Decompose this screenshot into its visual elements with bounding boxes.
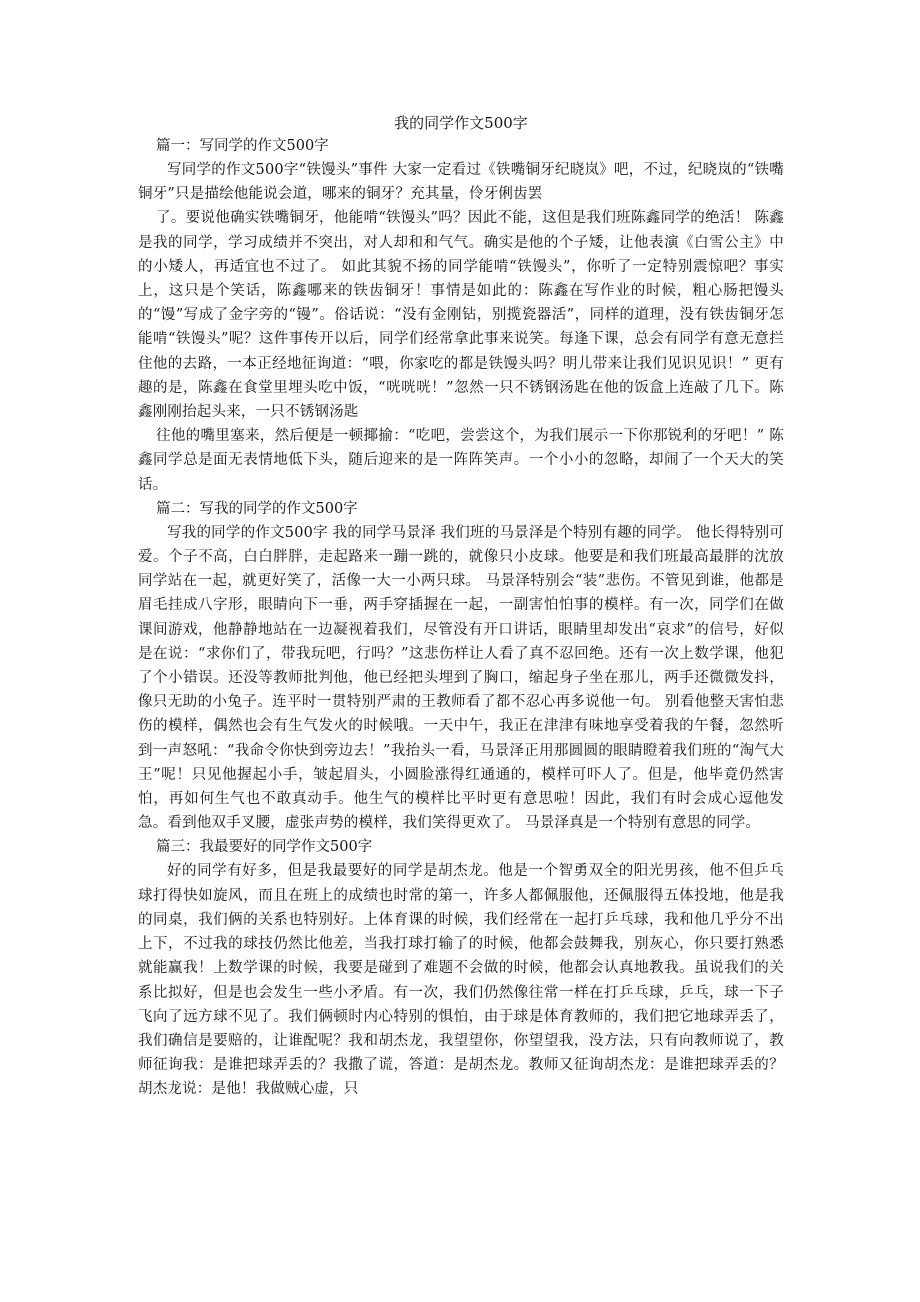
- paragraph: 好的同学有好多，但是我最要好的同学是胡杰龙。他是一个智勇双全的阳光男孩，他不但乒乓球打得快如旋风，而且在班上的成绩也时常的第一，许多人都佩服他，还佩服得五体投地，他是我的同桌，我们俩的关系也特别好。上体育课的时候，我们经常在一起打乒乓球，我和他几乎分不出上下，不过我的球技仍然比他差，当我打球打输了的时候，他都会鼓舞我，别灰心，你只要打熟悉就能赢我！上数学课的时候，我要是碰到了难题不会做的时候，他都会认真地教我。虽说我们的关系比拟好，但是也会发生一些小矛盾。有一次，我们仍然像往常一样在打乒乓球，乒乓，球一下子飞向了远方球不见了。我们俩顿时内心特别的惧怕，由于球是体育教师的，我们把它地球弄丢了，我们确信是要赔的，让谁配呢？我和胡杰龙，我望望你，你望望我，没方法，只有向教师说了，教师征询我：是谁把球弄丢的？我撒了谎，答道：是胡杰龙。教师又征询胡杰龙：是谁把球弄丢的？胡杰龙说：是他！我做贼心虚，只: [138, 863, 784, 1098]
- section-heading: 篇一：写同学的作文500字: [156, 138, 329, 154]
- paragraph: 往他的嘴里塞来，然后便是一顿揶揄：“吃吧，尝尝这个，为我们展示一下你那锐利的牙吧！” 陈鑫同学总是面无表情地低下头，随后迎来的是一阵阵笑声。一个小小的忽略，却闹了一个天大的笑话。: [138, 428, 784, 493]
- document-page: [138, 108, 784, 1102]
- section-heading: 篇三：我最要好的同学作文500字: [156, 839, 373, 856]
- section-2: [138, 497, 784, 836]
- document-title: 我的同学作文500字: [394, 114, 528, 132]
- paragraph: 了。要说他确实铁嘴铜牙，他能啃“铁馒头”吗？因此不能，这但是我们班陈鑫同学的绝活！ 陈鑫是我的同学，学习成绩并不突出，对人却和和气气。确实是他的个子矮，让他表演《白雪公主》中的小矮人，再适宜也不过了。 如此其貌不扬的同学能啃“铁馒头”，你听了一定特别震惊吧？事实上，这只是个笑话，陈鑫哪来的铁齿铜牙！事情是如此的：陈鑫在写作业的时候，粗心肠把馒头的“馒”写成了金字旁的“镘”。俗话说：“没有金刚钻，别揽瓷器活”，同样的道理，没有铁齿铜牙怎能啃“铁馒头”呢？这件事传开以后，同学们经常拿此事来说笑。每逢下课，总会有同学有意无意拦住他的去路，一本正经地征询道：“喂，你家吃的都是铁馒头吗？明儿带来让我们见识见识！” 更有趣的是，陈鑫在食堂里埋头吃中饭，“咣咣咣！”忽然一只不锈钢汤匙在他的饭盒上连敲了几下。陈鑫刚刚抬起头来，一只不锈钢汤匙: [138, 210, 784, 421]
- section-3: [138, 835, 784, 1101]
- paragraph: 写同学的作文500字“铁馒头”事件 大家一定看过《铁嘴铜牙纪晓岚》吧，不过，纪晓岚的“铁嘴铜牙”只是描绘他能说会道，哪来的铜牙？充其量，伶牙俐齿罢: [138, 162, 784, 203]
- section-1: [138, 134, 784, 497]
- paragraph: 写我的同学的作文500字 我的同学马景泽 我们班的马景泽是个特别有趣的同学。 他长得特别可爱。个子不高，白白胖胖，走起路来一蹦一跳的，就像只小皮球。他要是和我们班最高最胖的沈放同学站在一起，就更好笑了，活像一大一小两只球。 马景泽特别会“装”悲伤。不管见到谁，他都是眉毛挂成八字形，眼睛向下一垂，两手穿插握在一起，一副害怕怕事的模样。有一次，同学们在做课间游戏，他静静地站在一边凝视着我们，尽管没有开口讲话，眼睛里却发出“哀求”的信号，好似是在说：“求你们了，带我玩吧，行吗？”这悲伤样让人看了真不忍回绝。还有一次上数学课，他犯了个小错误。还没等教师批判他，他已经把头埋到了胸口，缩起身子坐在那儿，两手还微微发抖，像只无助的小兔子。连平时一贯特别严肃的王教师看了都不忍心再多说他一句。 别看他整天害怕悲伤的模样，偶然也会有生气发火的时候哦。一天中午，我正在津津有味地享受着我的午餐，忽然听到一声怒吼：“我命令你快到旁边去！”我抬头一看，马景泽正用那圆圆的眼睛瞪着我们班的“淘气大王”呢！只见他握起小手，皱起眉头，小圆脸涨得红通通的，模样可吓人了。但是，他毕竟仍然害怕，再如何生气也不敢真动手。他生气的模样比平时更有意思啦！因此，我们有时会成心逗他发急。看到他双手叉腰，虚张声势的模样，我们笑得更欢了。 马景泽真是一个特别有意思的同学。: [138, 524, 784, 832]
- section-heading: 篇二：写我的同学的作文500字: [156, 500, 358, 517]
